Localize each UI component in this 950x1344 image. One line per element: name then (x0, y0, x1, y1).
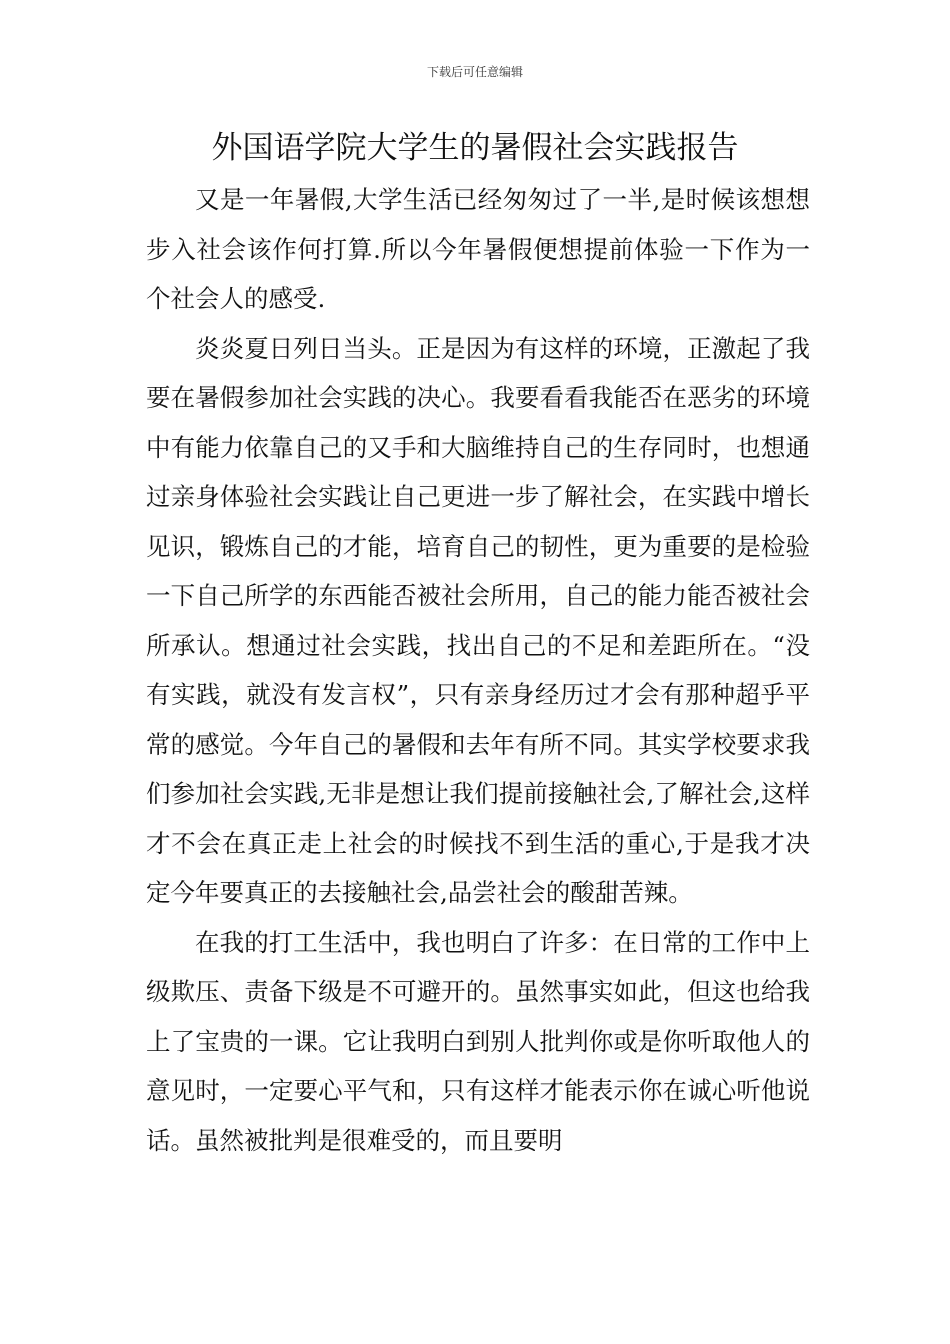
paragraph-1: 又是一年暑假,大学生活已经匆匆过了一半,是时候该想想步入社会该作何打算.所以今年暑假便想提前体验一下作为一个社会人的感受. (146, 185, 810, 313)
paragraph-2: 炎炎夏日列日当头。正是因为有这样的环境，正激起了我要在暑假参加社会实践的决心。我要看看我能否在恶劣的环境中有能力依靠自己的又手和大脑维持自己的生存同时，也想通过亲身体验社会实践让自己更进一步了解社会，在实践中增长见识，锻炼自己的才能，培育自己的韧性，更为重要的是检验一下自己所学的东西能否被社会所用，自己的能力能否被社会所承认。想通过社会实践，找出自己的不足和差距所在。“没有实践，就没有发言权”，只有亲身经历过才会有那种超乎平常的感觉。今年自己的暑假和去年有所不同。其实学校要求我们参加社会实践,无非是想让我们提前接触社会,了解社会,这样才不会在真正走上社会的时候找不到生活的重心,于是我才决定今年要真正的去接触社会,品尝社会的酸甜苦辣。 (146, 333, 810, 907)
page-header: 下载后可任意编辑 (426, 65, 523, 79)
document-title: 外国语学院大学生的暑假社会实践报告 (211, 130, 739, 166)
document-body (146, 175, 810, 1165)
paragraph-3: 在我的打工生活中，我也明白了许多：在日常的工作中上级欺压、责备下级是不可避开的。虽然事实如此，但这也给我上了宝贵的一课。它让我明白到别人批判你或是你听取他人的意见时，一定要心平气和，只有这样才能表示你在诚心听他说话。虽然被批判是很难受的，而且要明 (146, 927, 810, 1155)
